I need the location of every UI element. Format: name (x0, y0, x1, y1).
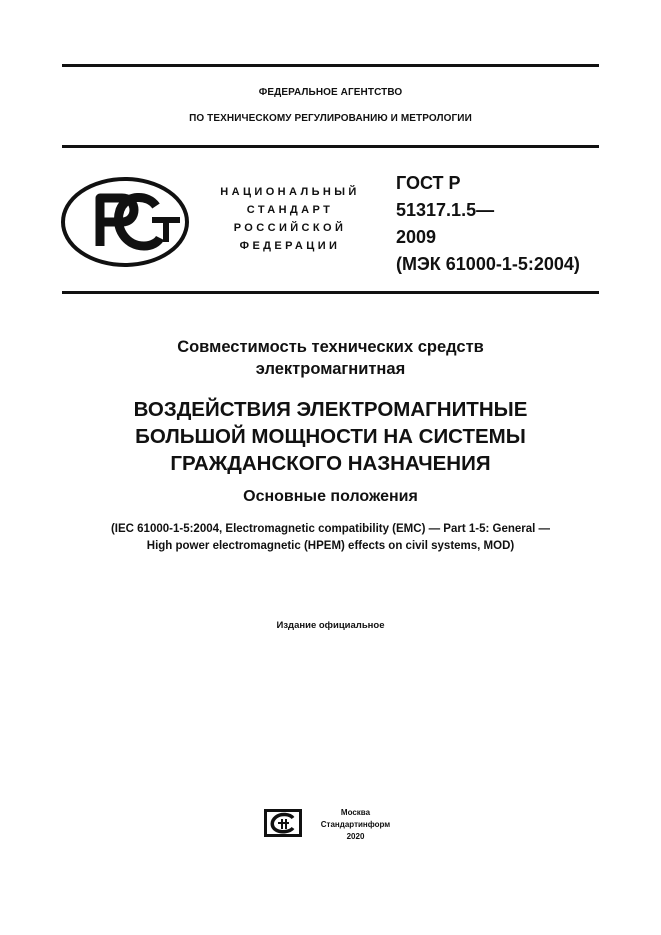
compat-line-2: электромагнитная (255, 360, 406, 378)
main-title-line-3: ГРАЖДАНСКОГО НАЗНАЧЕНИЯ (170, 452, 491, 475)
compat-line-1: Совместимость технических средств (177, 338, 484, 356)
standard-designation (396, 170, 580, 278)
national-line-2: СТАНДАРТ (246, 204, 334, 216)
designation-line-4: (МЭК 61000-1-5:2004) (396, 254, 580, 274)
lower-rule (62, 291, 599, 294)
publisher-block (308, 807, 403, 843)
national-line-1: НАЦИОНАЛЬНЫЙ (220, 186, 360, 198)
edition-label: Издание официальное (276, 620, 385, 631)
publisher-city: Москва (340, 808, 371, 817)
main-title-line-1: ВОЗДЕЙСТВИЯ ЭЛЕКТРОМАГНИТНЫЕ (133, 398, 528, 421)
rst-emblem-icon (60, 176, 190, 268)
national-line-4: ФЕДЕРАЦИИ (239, 240, 341, 252)
top-rule (62, 64, 599, 67)
compatibility-heading (62, 336, 599, 380)
iec-reference (62, 521, 599, 555)
designation-line-3: 2009 (396, 227, 437, 247)
standartinform-logo-icon (263, 808, 303, 838)
publisher-name: Стандартинформ (320, 820, 391, 829)
main-title-line-2: БОЛЬШОЙ МОЩНОСТИ НА СИСТЕМЫ (135, 425, 526, 448)
national-standard-label (200, 183, 380, 255)
iec-line-1: (IEC 61000-1-5:2004, Electromagnetic compatibility (EMC) — Part 1-5: General — (110, 523, 551, 535)
main-title (62, 396, 599, 477)
iec-line-2: High power electromagnetic (HPEM) effects on civil systems, MOD) (146, 540, 515, 552)
middle-rule (62, 145, 599, 148)
designation-line-2: 51317.1.5— (396, 200, 495, 220)
publisher-year: 2020 (346, 832, 365, 841)
designation-line-1: ГОСТ Р (396, 173, 461, 193)
agency-line-2: ПО ТЕХНИЧЕСКОМУ РЕГУЛИРОВАНИЮ И МЕТРОЛОГИИ (189, 113, 472, 124)
national-line-3: РОССИЙСКОЙ (233, 222, 347, 234)
subtitle: Основные положения (243, 488, 418, 505)
agency-line-1: ФЕДЕРАЛЬНОЕ АГЕНТСТВО (258, 87, 403, 98)
